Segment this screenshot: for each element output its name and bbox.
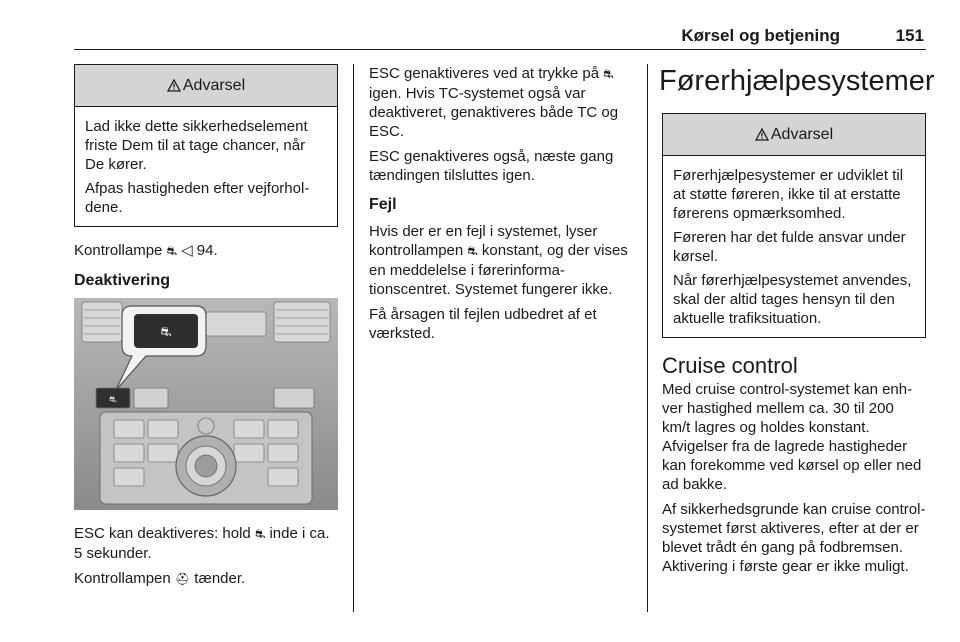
column-1 — [74, 64, 338, 595]
esc-off-icon: ⛐ — [603, 67, 614, 81]
column-3 — [659, 64, 935, 582]
esc-reactivate-ignition-text: ESC genaktiveres også, næste gang tændingen tilsluttes igen. — [369, 148, 614, 184]
warning-box — [662, 113, 926, 338]
svg-text:⛐: ⛐ — [109, 395, 117, 405]
warning-triangle-icon — [167, 79, 181, 92]
page-header — [74, 26, 926, 50]
column-divider-2 — [647, 64, 648, 612]
heading-cruise-control: Cruise control — [662, 353, 798, 378]
heading-fejl: Fejl — [369, 196, 397, 213]
heading-deaktivering: Deaktivering — [74, 272, 171, 289]
warning-title: Advarsel — [770, 126, 834, 143]
esc-off-lamp-icon: ⛑ — [174, 572, 191, 586]
kontrollampe-ref: Kontrollampe ⛐ ◁ 94. — [74, 242, 218, 259]
cruise-text: Med cruise control-systemet kan enhver hastighed mellem ca. 30 til 200 km/t lagres og holdes konstant. Afvigelser fra de lagrede hastigheder kan forekomme ved kørsel op eller ned ad bakke. — [662, 381, 922, 493]
warning-text: Lad ikke dette sikkerhedselement friste Dem til at tage chancer, når De kører. — [85, 118, 308, 173]
esc-off-icon: ⛐ — [254, 527, 266, 541]
warning-text: Førerhjælpesystemer er udviklet til at støtte føreren, ikke til at erstatte førerens opmærksomhed. — [673, 167, 904, 222]
kontrollampen-text: Kontrollampen ⛑ tænder. — [74, 570, 246, 587]
warning-triangle-icon — [755, 128, 769, 141]
warning-text: Når førerhjælpesystemet anvendes, skal der altid tages hensyn til den aktuelle trafiksituation. — [673, 272, 912, 327]
column-divider-1 — [353, 64, 354, 612]
reference-arrow-icon: ◁ — [181, 242, 193, 259]
heading-foererhjaelpesystemer: Førerhjælpesystemer — [659, 65, 935, 97]
warning-text: Føreren har det fulde ansvar under kørsel. — [673, 229, 906, 265]
fault-text: Hvis der er en fejl i systemet, lyser kontrollampen ⛐ konstant, og der vises en meddelelse i førerinformationscentret. Systemet fungerer ikke. — [369, 223, 628, 298]
warning-box — [74, 64, 338, 227]
warning-header — [663, 114, 925, 156]
warning-title: Advarsel — [182, 77, 246, 94]
console-photo — [74, 298, 338, 510]
warning-header — [75, 65, 337, 107]
page-number: 151 — [895, 26, 924, 45]
svg-text:⛐: ⛐ — [160, 325, 172, 340]
header-rule — [74, 49, 926, 50]
cruise-safety-text: Af sikkerhedsgrunde kan cruise control-systemet først aktiveres, efter at der er blevet trådt én gang på fodbremsen. Aktivering i første gear er ikke muligt. — [662, 501, 926, 575]
fault-repair-text: Få årsagen til fejlen udbedret af et værksted. — [369, 306, 597, 342]
esc-reactivate-text: ESC genaktiveres ved at trykke på ⛐ igen. Hvis TC-systemet også var deaktiveret, genaktiveres både TC og ESC. — [369, 65, 619, 140]
column-2 — [369, 64, 633, 349]
esc-off-icon: ⛐ — [166, 244, 177, 258]
warning-text: Afpas hastigheden efter vejforholdene. — [85, 180, 310, 216]
esc-deactivate-text: ESC kan deaktiveres: hold ⛐ inde i ca. 5 sekunder. — [74, 525, 330, 562]
header-title: Kørsel og betjening — [681, 26, 840, 45]
esc-off-icon: ⛐ — [467, 244, 478, 258]
